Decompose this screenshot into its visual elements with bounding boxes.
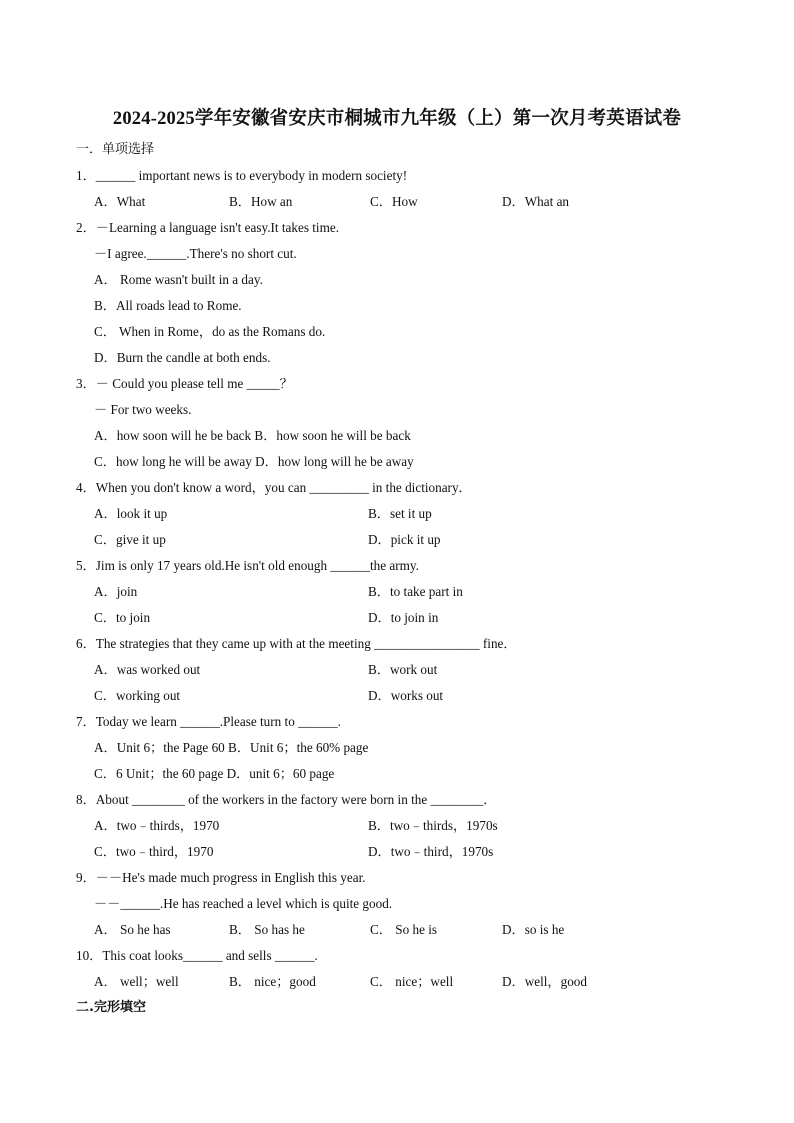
question-9-option-a: A． So he has: [94, 922, 171, 937]
question-3-stem-reply: － For two weeks.: [94, 402, 192, 417]
question-8-option-d: D．two﹣third，1970s: [368, 844, 494, 859]
question-2-option-c: C． When in Rome，do as the Romans do.: [94, 324, 326, 339]
question-9-option-b: B． So has he: [229, 922, 305, 937]
question-7-options-ab: A．Unit 6；the Page 60 B．Unit 6；the 60% page: [94, 740, 369, 755]
question-6-option-a: A．was worked out: [94, 662, 201, 677]
question-2-stem: 2．－Learning a language isn't easy.It takes time.: [76, 220, 339, 235]
question-6-stem: 6．The strategies that they came up with at the meeting ________________ fine．: [76, 636, 517, 651]
question-5-stem: 5．Jim is only 17 years old.He isn't old enough ______the army.: [76, 558, 419, 573]
question-10-option-a: A． well；well: [94, 974, 179, 989]
question-4-option-a: A．look it up: [94, 506, 168, 521]
question-8-option-a: A．two﹣thirds，1970: [94, 818, 220, 833]
question-1-stem: 1．______ important news is to everybody in modern society!: [76, 168, 408, 183]
question-4-stem: 4．When you don't know a word，you can _________ in the dictionary．: [76, 480, 472, 495]
question-2-option-d: D．Burn the candle at both ends.: [94, 350, 271, 365]
question-10-option-d: D．well，good: [502, 974, 587, 989]
question-1-option-b: B．How an: [229, 194, 293, 209]
question-4-option-d: D．pick it up: [368, 532, 441, 547]
question-5-option-a: A．join: [94, 584, 138, 599]
question-4-option-b: B．set it up: [368, 506, 432, 521]
question-9-option-d: D．so is he: [502, 922, 565, 937]
question-9-stem-reply: －－______.He has reached a level which is quite good.: [94, 896, 393, 911]
question-6-option-c: C．working out: [94, 688, 181, 703]
question-5-option-d: D．to join in: [368, 610, 439, 625]
question-4-option-c: C．give it up: [94, 532, 166, 547]
section-heading-cloze: 二.完形填空: [76, 1000, 146, 1015]
question-10-stem: 10．This coat looks______ and sells ______.: [76, 948, 318, 963]
question-9-stem: 9．－－He's made much progress in English this year.: [76, 870, 366, 885]
question-1-option-a: A．What: [94, 194, 146, 209]
question-3-options-ab: A．how soon will he be back B．how soon he will be back: [94, 428, 411, 443]
question-6-option-b: B．work out: [368, 662, 438, 677]
question-2-stem-reply: －I agree.______.There's no short cut.: [94, 246, 297, 261]
question-2-option-a: A． Rome wasn't built in a day.: [94, 272, 263, 287]
question-10-option-b: B． nice；good: [229, 974, 316, 989]
question-1-option-c: C．How: [370, 194, 418, 209]
page-title: 2024-2025学年安徽省安庆市桐城市九年级（上）第一次月考英语试卷: [112, 109, 682, 129]
question-2-option-b: B．All roads lead to Rome.: [94, 298, 242, 313]
question-6-option-d: D．works out: [368, 688, 444, 703]
question-3-options-cd: C．how long he will be away D．how long will he be away: [94, 454, 414, 469]
question-5-option-b: B．to take part in: [368, 584, 463, 599]
question-8-stem: 8．About ________ of the workers in the factory were born in the ________．: [76, 792, 497, 807]
question-8-option-b: B．two﹣thirds，1970s: [368, 818, 498, 833]
question-9-option-c: C． So he is: [370, 922, 438, 937]
question-8-option-c: C．two﹣third，1970: [94, 844, 214, 859]
question-1-option-d: D．What an: [502, 194, 570, 209]
question-5-option-c: C．to join: [94, 610, 151, 625]
section-heading-single-choice: 一．单项选择: [76, 142, 155, 157]
question-7-stem: 7．Today we learn ______.Please turn to ______.: [76, 714, 341, 729]
question-10-option-c: C． nice；well: [370, 974, 454, 989]
question-7-options-cd: C．6 Unit；the 60 page D．unit 6；60 page: [94, 766, 335, 781]
question-3-stem: 3．－ Could you please tell me _____？: [76, 376, 293, 391]
